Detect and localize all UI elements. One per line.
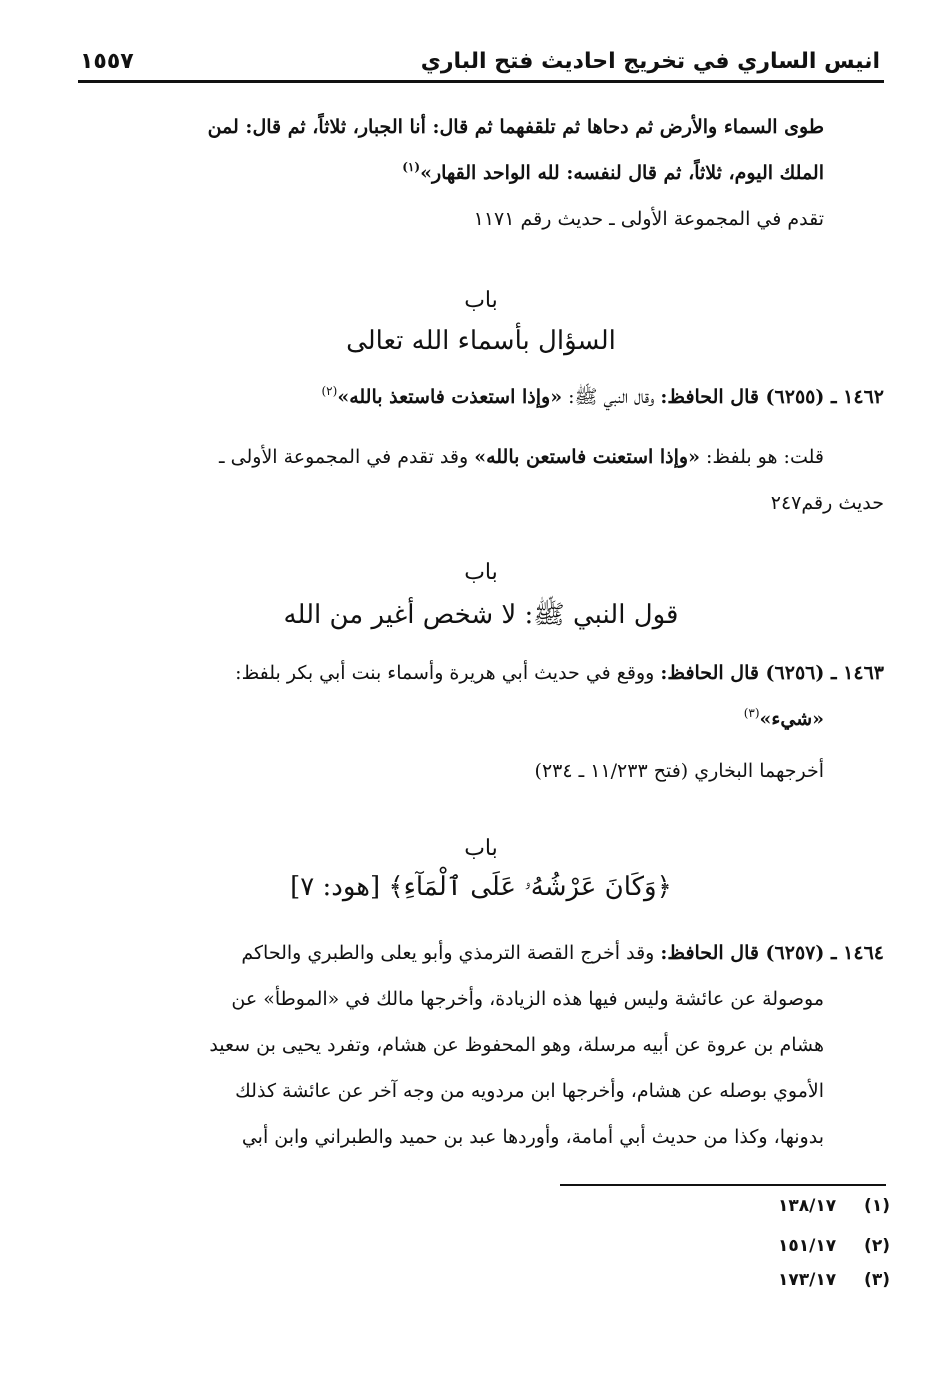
hadith-entry (78, 930, 884, 1160)
page-header (80, 36, 880, 74)
header-rule (78, 80, 884, 83)
text-line: حديث رقم٢٤٧ (770, 492, 884, 514)
text-line (78, 696, 884, 742)
page-number: ١٥٥٧ (80, 49, 134, 74)
footnote (700, 1196, 890, 1216)
text-span: وقد تقدم في المجموعة الأولى ـ (219, 446, 469, 468)
text-span: قلت: هو بلفظ: (706, 446, 824, 468)
text-line (78, 150, 884, 196)
text-span: وقد أخرج القصة الترمذي وأبو يعلى والطبري والحاكم (241, 942, 655, 964)
hadith-continuation (78, 104, 884, 242)
text-line: طوى السماء والأرض ثم دحاها ثم تلقفهما ثم قال: أنا الجبار، ثلاثاً، ثم قال: لمن (207, 116, 824, 138)
source-note (78, 748, 884, 794)
footnote-ref: ١٧٣/١٧ (778, 1270, 837, 1290)
quote: «شيء» (759, 708, 824, 730)
footnote-marker: (٣) (743, 706, 760, 720)
entry-number: ١٤٦٢ ـ (٦٢٥٥) قال الحافظ: (660, 386, 884, 408)
footnote-ref: ١٣٨/١٧ (778, 1196, 837, 1216)
text-span: الملك اليوم، ثلاثاً، ثم قال لنفسه: لله الواحد القهار» (420, 162, 824, 184)
chapter-label: باب (464, 836, 498, 861)
footnote-number: (٢) (864, 1236, 890, 1256)
chapter-label: باب (464, 288, 498, 313)
chapter-title: السؤال بأسماء الله تعالى (346, 326, 616, 356)
chapter-label: باب (464, 560, 498, 585)
footnote (700, 1270, 890, 1290)
text-line: موصولة عن عائشة وليس فيها هذه الزيادة، وأخرجها مالك في «الموطأ» عن (231, 988, 824, 1010)
text-line: الأموي بوصله عن هشام، وأخرجها ابن مردويه من وجه آخر عن عائشة كذلك (235, 1080, 824, 1102)
entry-number: ١٤٦٤ ـ (٦٢٥٧) قال الحافظ: (660, 942, 884, 964)
text-line (78, 434, 884, 480)
author-comment (78, 434, 884, 526)
text-line (78, 374, 884, 420)
footnote-ref: ١٥١/١٧ (778, 1236, 837, 1256)
text-line (78, 650, 884, 696)
running-title: انيس الساري في تخريج احاديث فتح الباري (420, 49, 880, 74)
footnote-number: (١) (864, 1196, 890, 1216)
footnote-number: (٣) (864, 1270, 890, 1290)
text-line (78, 930, 884, 976)
text-line: هشام بن عروة عن أبيه مرسلة، وهو المحفوظ عن هشام، وتفرد يحيى بن سعيد (209, 1034, 824, 1056)
quote: «وإذا استعنت فاستعن بالله» (474, 446, 700, 468)
hadith-entry (78, 374, 884, 420)
text-span: وقال النبي ﷺ: (568, 386, 655, 408)
text-span: ووقع في حديث أبي هريرة وأسماء بنت أبي بكر بلفظ: (235, 662, 655, 684)
footnote-rule (560, 1184, 886, 1186)
footnote-marker: (١) (402, 160, 421, 174)
chapter-title: قول النبي ﷺ: لا شخص أغير من الله (283, 600, 679, 630)
quote: «وإذا استعذت فاستعذ بالله» (337, 386, 563, 408)
entry-number: ١٤٦٣ ـ (٦٢٥٦) قال الحافظ: (660, 662, 884, 684)
text-line: تقدم في المجموعة الأولى ـ حديث رقم ١١٧١ (473, 208, 824, 230)
chapter-title: ﴿وَكَانَ عَرْشُهُۥ عَلَى ٱلْمَآءِ﴾ [هود: ٧] (290, 872, 672, 902)
hadith-entry (78, 650, 884, 742)
footnote (700, 1236, 890, 1256)
text-line: بدونها، وكذا من حديث أبي أمامة، وأوردها عبد بن حميد والطبراني وابن أبي (241, 1126, 824, 1148)
text-line: أخرجهما البخاري (فتح ١١/٢٣٣ ـ ٢٣٤) (534, 760, 824, 782)
footnote-marker: (٢) (321, 384, 338, 398)
